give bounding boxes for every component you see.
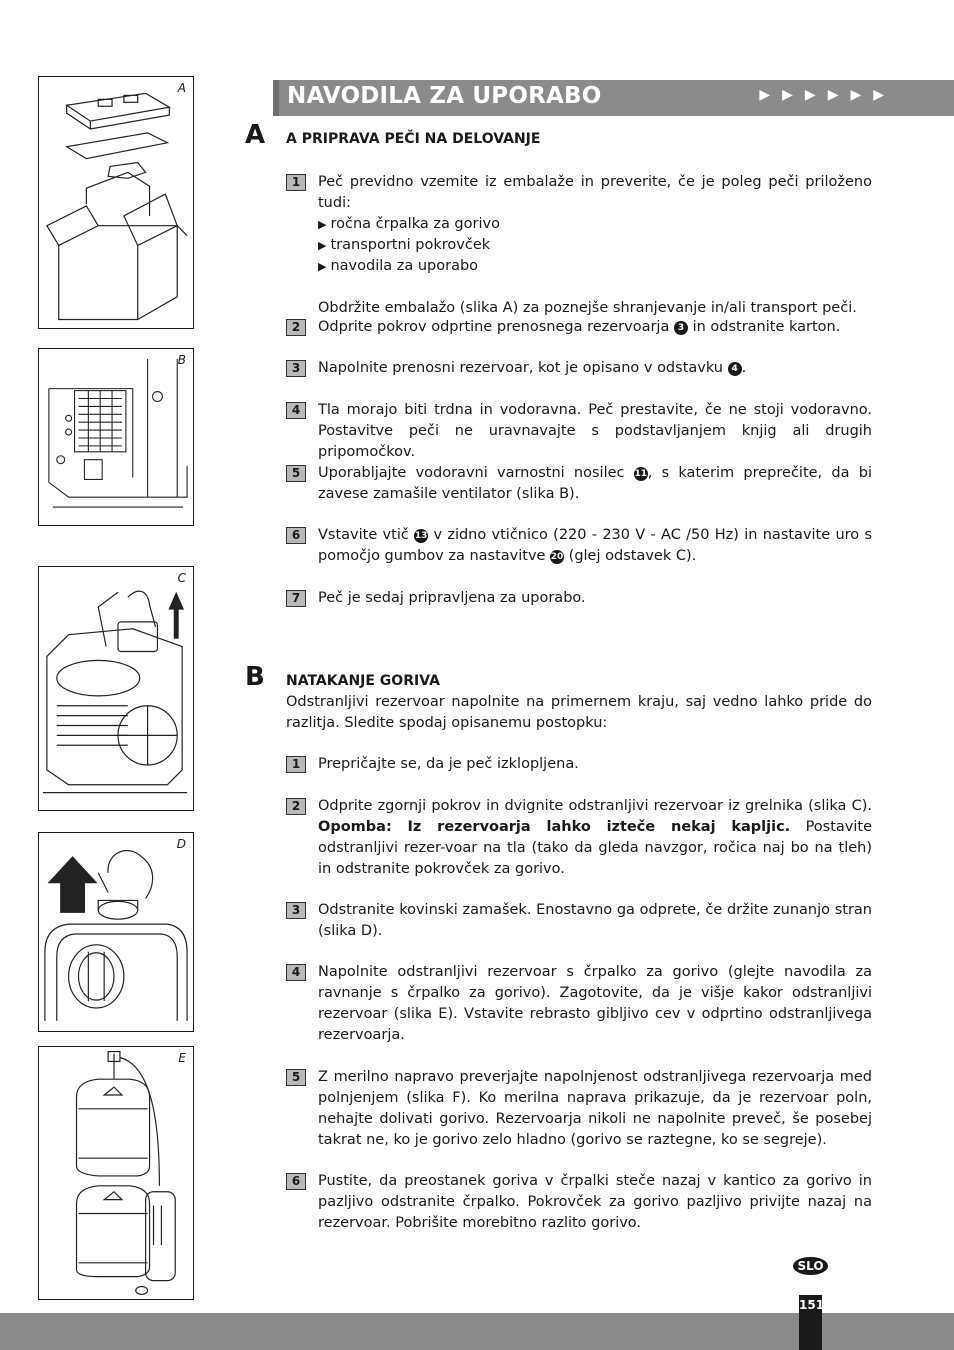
reference-number-icon: 11	[634, 469, 648, 479]
step-number: 6	[286, 1173, 306, 1190]
step-number: 3	[286, 902, 306, 919]
page-title: NAVODILA ZA UPORABO	[287, 83, 602, 109]
section-b-step-6	[286, 1171, 872, 1234]
section-a-heading: A PRIPRAVA PEČI NA DELOVANJE	[286, 131, 541, 147]
figure-label: E	[178, 1051, 186, 1065]
section-a-step-5: 5 Uporabljajte vodoravni varnostni nosilec 11, s katerim preprečite, da bi zavese zamašile ventilator (slika B).	[286, 463, 872, 505]
header-banner	[273, 80, 954, 116]
section-b-step-1	[286, 754, 872, 775]
section-b-intro: Odstranljivi rezervoar napolnite na primernem kraju, saj vedno lahko pride do razlitja. Sledite spodaj opisanemu postopku:	[286, 694, 872, 731]
fuel-pump-illustration	[39, 1047, 193, 1299]
figure-b	[38, 348, 194, 526]
step-note: Obdržite embalažo (slika A) za poznejše shranjevanje in/ali transport peči.	[318, 300, 857, 316]
section-b-heading: NATAKANJE GORIVA	[286, 673, 440, 689]
section-a-step-2: 2 Odprite pokrov odprtine prenosnega rezervoarja 3 in odstranite karton.	[286, 317, 872, 338]
section-a-step-7	[286, 588, 872, 609]
step-number: 5	[286, 1069, 306, 1086]
step-number: 4	[286, 402, 306, 419]
figure-d	[38, 832, 194, 1032]
packaging-illustration	[39, 77, 193, 328]
triangle-bullet-icon: ▶	[318, 260, 327, 273]
open-cap-illustration	[39, 833, 193, 1031]
section-b-step-5	[286, 1067, 872, 1151]
remove-tank-illustration	[39, 567, 193, 810]
step-text: Tla morajo biti trdna in vodoravna. Peč prestavite, če ne stoji vodoravno. Postavitve peči ne uravnavajte s podstavljanjem knjig ali drugih pripomočkov.	[318, 402, 872, 460]
figure-label: C	[177, 571, 186, 585]
reference-number-icon: 3	[674, 321, 688, 335]
section-a-step-3: 3 Napolnite prenosni rezervoar, kot je opisano v odstavku 4 .	[286, 358, 872, 379]
figure-label: B	[177, 353, 186, 367]
step-number: 1	[286, 174, 306, 191]
figure-label: A	[177, 81, 186, 95]
page-number: 151	[799, 1298, 825, 1312]
section-a-step-4	[286, 400, 872, 463]
figure-a	[38, 76, 194, 329]
header-arrows: ▶▶▶▶▶▶	[759, 87, 896, 103]
step-text: Napolnite odstranljivi rezervoar s črpalko za gorivo (glejte navodila za ravnanje s črpalko za gorivo). Zagotovite, da je višje kakor odstranljivi rezervoar (slika E). Vstavite rebrasto gibljivo cev v odprtino odstranljivega rezervoarja.	[318, 964, 872, 1043]
step-text: Z merilno napravo preverjajte napolnjenost odstranljivega rezervoarja med polnjenjem (slika F). Ko merilna naprava prikazuje, da je rezervoar poln, nehajte dolivati gorivo. Rezervoarja nikoli ne napolnite preveč, še posebej takrat ne, ko je gorivo zelo hladno (gorivo se raztegne, ko se segreje).	[318, 1069, 872, 1148]
step-number: 3	[286, 360, 306, 377]
triangle-bullet-icon: ▶	[318, 218, 327, 231]
triangle-bullet-icon: ▶	[318, 239, 327, 252]
step-number: 5	[286, 465, 306, 482]
step-number: 2	[286, 798, 306, 815]
safety-bracket-illustration	[39, 349, 193, 525]
figure-c	[38, 566, 194, 811]
step-text: Peč je sedaj pripravljena za uporabo.	[318, 590, 586, 606]
section-b-step-4	[286, 962, 872, 1046]
section-b-step-2: 2 Odprite zgornji pokrov in dvignite odstranljivi rezervoar iz grelnika (slika C). Opomba: Iz rezervoarja lahko izteče nekaj kapljic. Postavite odstranljivi rezer-voar na tla (tako da gleda navzgor, ročica naj bo na tleh) in odstranite pokrovček za gorivo.	[286, 796, 872, 880]
figure-e	[38, 1046, 194, 1300]
bullet-item: ▶ navodila za uporabo	[318, 258, 479, 274]
warning-note: Opomba: Iz rezervoarja lahko izteče nekaj kapljic.	[318, 819, 791, 835]
step-number: 2	[286, 319, 306, 336]
language-badge: SLO	[793, 1257, 828, 1275]
section-b-step-3	[286, 900, 872, 942]
step-number: 7	[286, 590, 306, 607]
step-text: Pustite, da preostanek goriva v črpalki steče nazaj v kantico za gorivo in pazljivo odstranite črpalko. Pokrovček za gorivo pazljivo privijte nazaj na rezervoar. Pobrišite morebitno razlito gorivo.	[318, 1173, 872, 1231]
reference-number-icon: 13	[414, 531, 428, 541]
section-a-step-6: 6 Vstavite vtič 13 v zidno vtičnico (220 - 230 V - AC /50 Hz) in nastavite uro s pomočjo gumbov za nastavitve 20 (glej odstavek C).	[286, 525, 872, 567]
bullet-item: ▶ ročna črpalka za gorivo	[318, 216, 500, 232]
step-text: Peč previdno vzemite iz embalaže in preverite, če je poleg peči priloženo tudi:	[318, 174, 872, 211]
bullet-item: ▶ transportni pokrovček	[318, 237, 491, 253]
step-number: 6	[286, 527, 306, 544]
section-a-step-1	[286, 172, 872, 319]
step-text: Odstranite kovinski zamašek. Enostavno ga odprete, če držite zunanjo stran (slika D).	[318, 902, 872, 939]
section-a-letter: A	[245, 120, 266, 150]
step-number: 4	[286, 964, 306, 981]
step-text: Prepričajte se, da je peč izklopljena.	[318, 756, 579, 772]
reference-number-icon: 20	[550, 552, 564, 562]
reference-number-icon: 4	[728, 362, 742, 376]
step-number: 1	[286, 756, 306, 773]
section-b-letter: B	[245, 662, 265, 692]
figure-label: D	[176, 837, 186, 851]
